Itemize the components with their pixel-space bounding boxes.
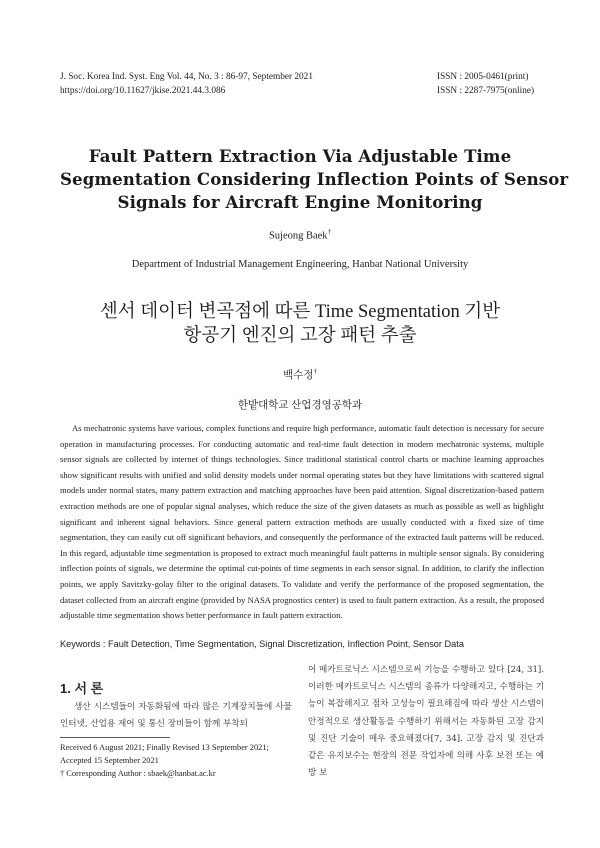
- intro-left-column: 생산 시스템들이 자동화됨에 따라 많은 기계장치들에 사물인터넷, 산업용 제어 및 통신 장비들이 함께 부착되: [60, 702, 292, 729]
- paper-title-ko: [0, 300, 600, 348]
- author-en: [0, 228, 600, 242]
- doi-link[interactable]: https://doi.org/10.11627/jkise.2021.44.3.086: [60, 86, 226, 96]
- intro-right-column: 어 메카트로닉스 시스템으로써 기능을 수행하고 있다 [24, 31]. 이러한 메카트로닉스 시스템의 종류가 다양해지고, 수행하는 기능이 복잡해지고 점차 고성능이 필요해짐에 따라 생산 시스템이 안정적으로 생산활동을 수행하기 위해서는 자동화된 고장 감지 및 진단 기술이 매우 중요해졌다[7, 34]. 고장 감지 및 진단과 같은 유지보수는 현장의 전문 작업자에 의해 사후 보전 또는 예방 보: [308, 665, 544, 779]
- abstract: As mechatronic systems have various, complex functions and require high performance, automatic fault detection is necessary for secure operation in manufacturing processes. For conducting automatic and real-time fault detection in modern mechatronic systems, multiple sensor signals are collected by internet of things technologies. Since traditional statistical control charts or machine learning approaches show significant results with unified and solid density models under normal operating states but they have limitations with scattered signal models under normal states, many pattern extraction and matching approaches have been paid attention. Signal discretization-based pattern extraction methods are one of popular signal analyses, which reduce the size of the given datasets as much as possible as well as highlight significant and inherent signal behaviors. Since general pattern extraction methods are usually conducted with a fixed size of time segmentation, they can easily cut off significant behaviors, and consequently the performance of the extracted fault patterns will be reduced. In this regard, adjustable time segmentation is proposed to extract much meaningful fault patterns in multiple sensor signals. By considering inflection points of signals, we determine the optimal cut-points of time segments in each sensor signal. In addition, to clarify the inflection points, we apply Savitzky-golay filter to the original datasets. To validate and verify the performance of the proposed segmentation, the dataset collected from an aircraft engine (provided by NASA prognostics center) is used to fault pattern extraction. As a result, the proposed adjustable time segmentation shows better performance in fault pattern extraction.: [60, 423, 544, 621]
- author-en-mark: †: [327, 228, 332, 236]
- issn-block: [437, 70, 534, 98]
- paper-title-en: [60, 145, 569, 214]
- title-en-line2: Segmentation Considering Inflection Points of Sensor: [60, 169, 569, 189]
- issn-online: ISSN : 2287-7975(online): [437, 86, 535, 96]
- keywords: Keywords : Fault Detection, Time Segmentation, Signal Discretization, Inflection Point, Sensor Data: [60, 639, 464, 649]
- department-en: Department of Industrial Management Engineering, Hanbat National University: [131, 259, 469, 270]
- author-ko-name: 백수정: [283, 370, 314, 381]
- footnote-accepted: Accepted 15 September 2021: [60, 756, 159, 765]
- journal-citation: J. Soc. Korea Ind. Syst. Eng Vol. 44, No. 3 : 86-97, September 2021: [60, 72, 313, 82]
- author-en-name: Sujeong Baek: [268, 230, 328, 242]
- title-ko-line2: 항공기 엔진의 고장 패턴 추출: [183, 326, 417, 346]
- footnote-received: Received 6 August 2021; Finally Revised 13 September 2021;: [60, 743, 269, 752]
- journal-header: [60, 70, 313, 98]
- footnotes: [60, 741, 300, 780]
- title-ko-line1: 센서 데이터 변곡점에 따른 Time Segmentation 기반: [99, 302, 501, 322]
- issn-print: ISSN : 2005-0461(print): [437, 72, 529, 82]
- footnote-divider: [60, 737, 170, 738]
- title-en-line3: Signals for Aircraft Engine Monitoring: [117, 192, 483, 212]
- title-en-line1: Fault Pattern Extraction Via Adjustable Time: [88, 146, 512, 166]
- author-ko: [0, 367, 600, 382]
- department-ko: 한밭대학교 산업경영공학과: [237, 400, 363, 411]
- author-ko-mark: †: [313, 367, 317, 376]
- footnote-corresponding: † Corresponding Author : sbaek@hanbat.ac.kr: [60, 769, 216, 778]
- section-heading: 1. 서 론: [60, 681, 104, 696]
